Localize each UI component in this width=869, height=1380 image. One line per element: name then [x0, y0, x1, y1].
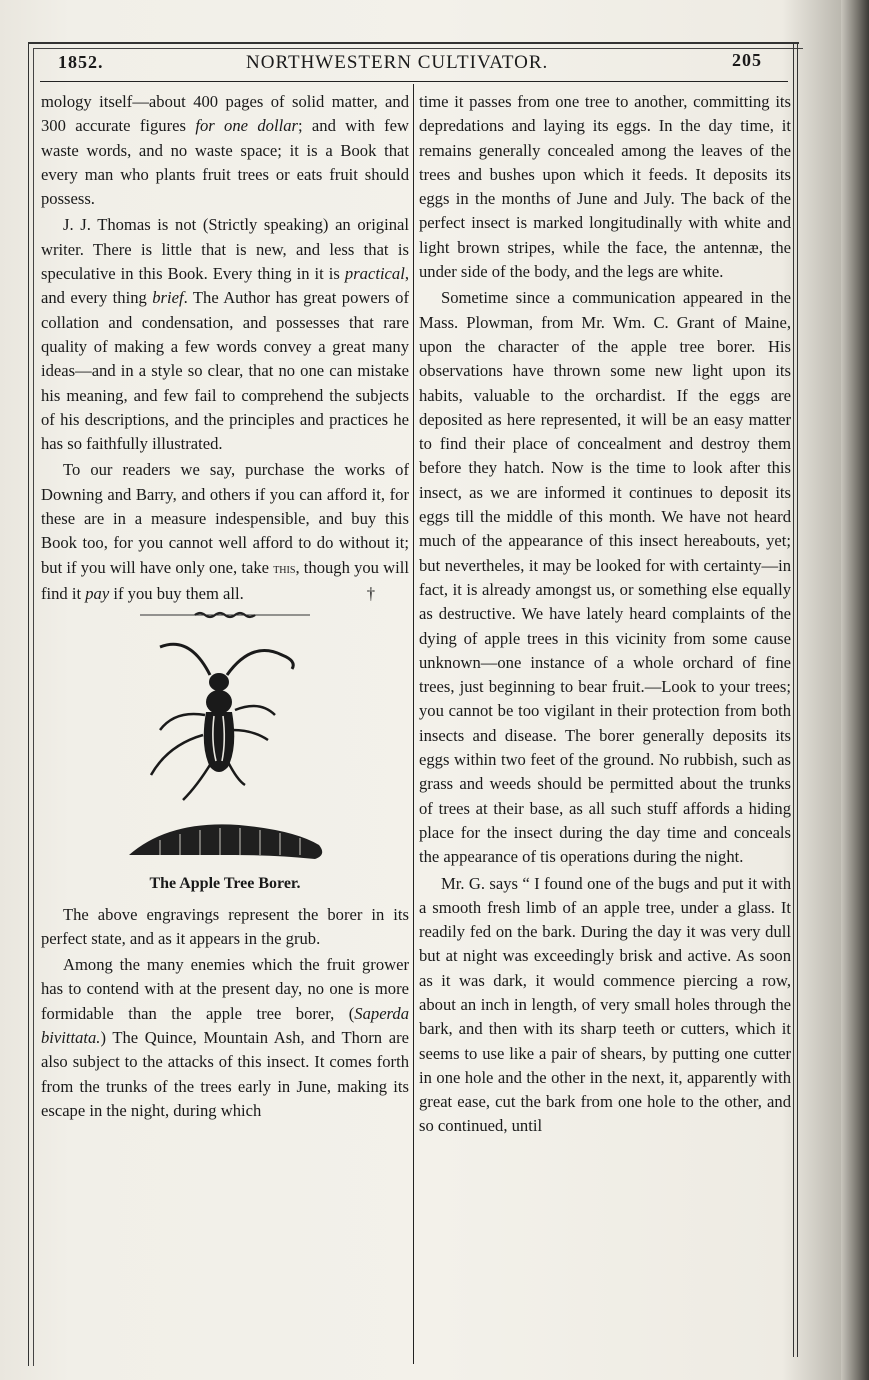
header-rule	[40, 81, 788, 82]
column-rule	[413, 84, 414, 1364]
paragraph: J. J. Thomas is not (Strictly speaking) an original writer. There is little that is new, and less that is speculative in this Book. Every thing in it is practical, and every thing brief. The Author has great powers of collation and condensation, and possesses that rare quality of making a few words convey a great many ideas—and in a style so clear, that no one can mistake his meaning, and few fail to comprehend the subjects of his descriptions, and the principles and practices he has so faithfully illustrated.	[41, 215, 409, 454]
beetle-engraving	[115, 620, 335, 810]
right-column	[419, 90, 791, 1141]
left-column	[41, 90, 409, 1125]
paragraph: Mr. G. says “ I found one of the bugs and put it with a smooth fresh limb of an apple tree, under a glass. It readily fed on the bark. During the day it was very dull but at night was exceedingly brisk and active. As soon as it was dark, it would commence piercing a row, about an inch in length, of very small holes through the bark, and then with its sharp teeth or cutters, which it seems to use like a pair of shears, by putting one cutter in one hole and the other in the next, it, apparently with great ease, cut the bark from one hole to the other, and so continued, until	[419, 873, 791, 1136]
paragraph: The above engravings represent the borer in its perfect state, and as it appears in the grub.	[41, 904, 409, 948]
paragraph: Sometime since a communication appeared in the Mass. Plowman, from Mr. Wm. C. Grant of Maine, upon the character of the apple tree borer. His observations have thrown some new light upon its habits, valuable to the orchardist. If the eggs are deposited as here represented, it will be an easy matter to find their place of concealment and destroy them before they hatch. Now is the time to look after this insect, as we are informed it continues to deposit its eggs till the middle of this month. We have not heard much of the appearance of this insect hereabouts, yet; but nevertheles, it may be looked for with certainty—in fact, it is already amongst us, or something else equally as destructive. We have lately heard complaints of the dying of apple trees in this vicinity from some cause unknown—one instance of a whole orchard of fine trees, just beginning to bear fruit.—Look to your trees; you cannot be too vigilant in their protection from both insects and disease. The borer generally deposits its eggs within two feet of the ground. No rubbish, such as grass and weeds should be permitted about the trunks of trees at their base, as all such stuff affords a hiding place for the insect during the day time and conceals the appearance of tis operations during the night.	[419, 288, 791, 867]
header-year: 1852.	[58, 52, 104, 72]
paragraph: time it passes from one tree to another, committing its depredations and laying its eggs. In the day time, it remains generally concealed among the leaves of the trees and bushes upon which it feeds. It deposits its eggs in the months of June and July. The back of the perfect insect is marked longitudinally with white and light brown stripes, while the face, the antennæ, the under side of the body, and the legs are white.	[419, 92, 791, 282]
dagger-mark: †	[366, 583, 375, 603]
grub-engraving	[115, 810, 335, 870]
paragraph: mology itself—about 400 pages of solid matter, and 300 accurate figures for one dollar; and with few waste words, and no waste space; it is a Book that every man who plants fruit trees or eats fruit should possess.	[41, 92, 409, 209]
paragraph: Among the many enemies which the fruit grower has to contend with at the present day, no one is more formidable than the apple tree borer, (Saperda bivittata.) The Quince, Mountain Ash, and Thorn are also subject to the attacks of this insect. It comes forth from the trunks of the trees early in June, making its escape in the night, during which	[41, 955, 409, 1120]
figure-caption: The Apple Tree Borer.	[149, 875, 301, 893]
header-title: NORTHWESTERN CULTIVATOR.	[246, 52, 549, 73]
page-edge-shadow	[841, 0, 869, 1380]
page-border-right	[793, 42, 798, 1357]
wavy-rule-ornament	[140, 610, 310, 620]
page-number: 205	[732, 50, 762, 70]
running-header	[40, 50, 780, 78]
paragraph: To our readers we say, purchase the works of Downing and Barry, and others if you can afford it, for these are in a measure indespensible, and buy this Book too, for you cannot well afford to do without it; but if you will have only one, take this, though you will find it pay if you buy them all. †	[41, 458, 409, 606]
